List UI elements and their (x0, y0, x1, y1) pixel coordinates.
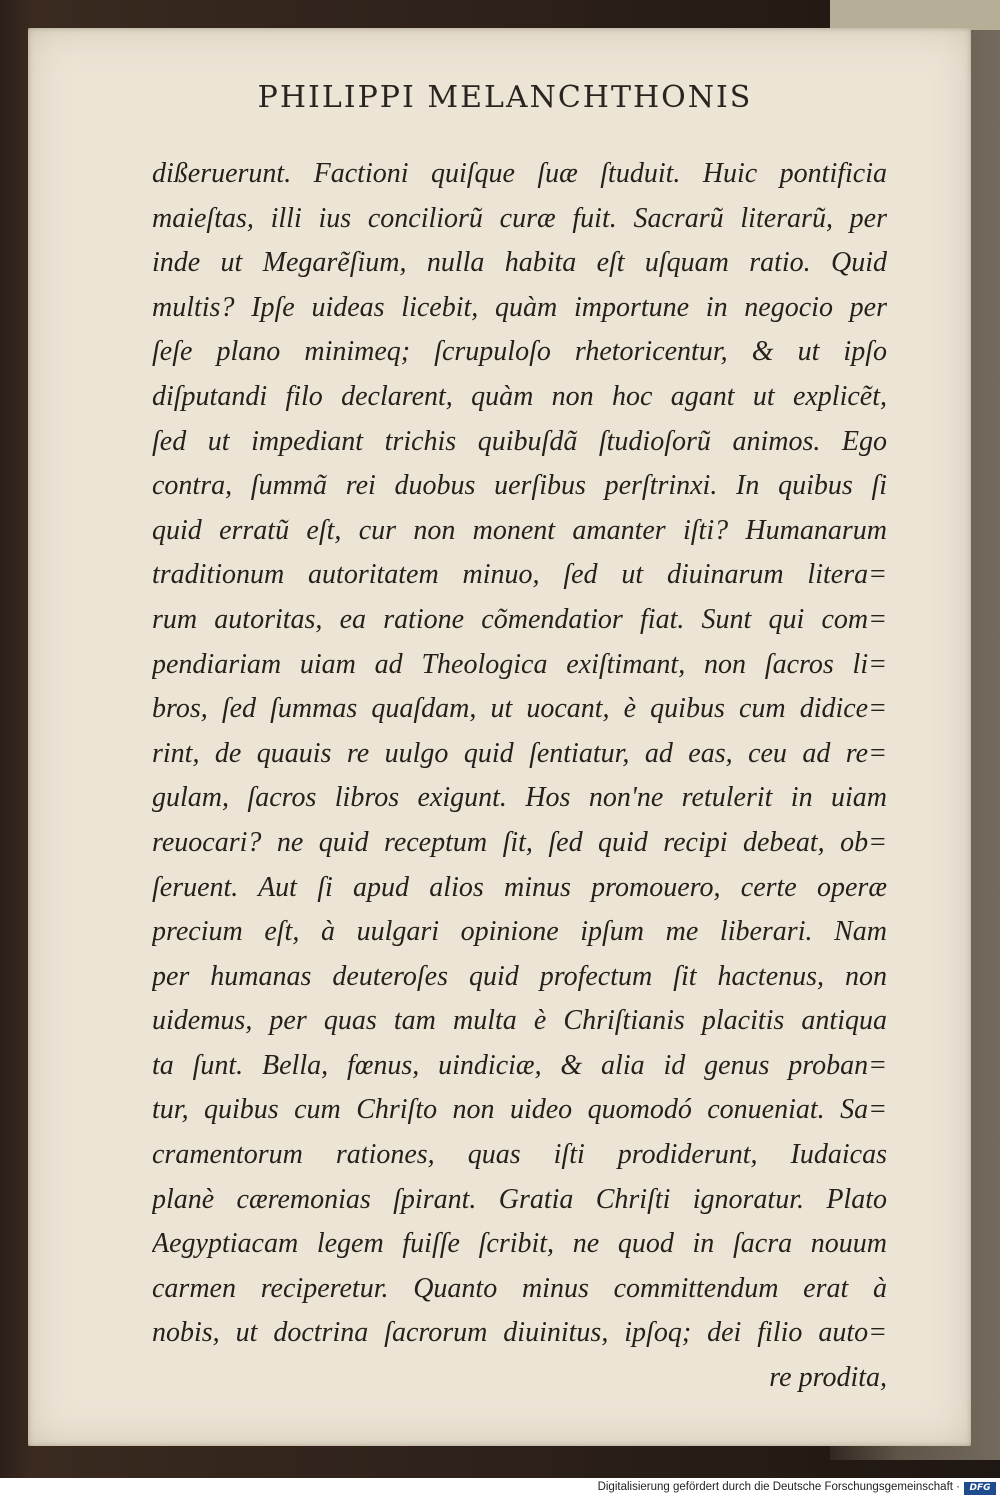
text-line: maieſtas, illi ius conciliorũ curæ fuit. Sacrarũ literarũ, per (152, 202, 887, 234)
text-line: traditionum autoritatem minuo, ſed ut diuinarum litera= (152, 559, 887, 591)
text-line: cramentorum rationes, quas iſti prodiderunt, Iudaicas (152, 1139, 887, 1171)
text-line: inde ut Megarẽſium, nulla habita eſt uſquam ratio. Quid (152, 247, 887, 279)
text-line: ſeſe plano minimeq; ſcrupuloſo rhetoricentur, & ut ipſo (152, 336, 887, 368)
text-line: carmen reciperetur. Quanto minus committendum erat à (152, 1272, 887, 1304)
text-line: re prodita, (769, 1362, 887, 1394)
text-line: bros, ſed ſummas quaſdam, ut uocant, è quibus cum didice= (152, 693, 887, 725)
text-line: ſeruent. Aut ſi apud alios minus promouero, certe operæ (152, 871, 887, 903)
text-line: multis? Ipſe uideas licebit, quàm importune in negocio per (152, 291, 887, 323)
text-line: nobis, ut doctrina ſacrorum diuinitus, ipſoq; dei filio auto= (152, 1317, 887, 1349)
text-line: per humanas deuteroſes quid profectum ſit hactenus, non (152, 960, 887, 992)
text-line: precium eſt, à uulgari opinione ipſum me liberari. Nam (152, 916, 887, 948)
text-line: Aegyptiacam legem fuiſſe ſcribit, ne quod in ſacra nouum (152, 1228, 887, 1260)
text-line: uidemus, per quas tam multa è Chriſtianis placitis antiqua (152, 1005, 887, 1037)
text-line: gulam, ſacros libros exigunt. Hos non'ne retulerit in uiam (152, 782, 887, 814)
funding-notice: Digitalisierung gefördert durch die Deutsche Forschungsgemeinschaft · (597, 1481, 960, 1493)
text-line: contra, ſummã rei duobus uerſibus perſtrinxi. In quibus ſi (152, 470, 887, 502)
text-line: rum autoritas, ea ratione cõmendatior fiat. Sunt qui com= (152, 603, 887, 635)
dfg-logo: DFG (964, 1482, 996, 1495)
body-text (152, 152, 887, 1401)
text-line: dißeruerunt. Factioni quiſque ſuæ ſtuduit. Huic pontificia (152, 158, 887, 189)
text-line: planè cæremonias ſpirant. Gratia Chriſti ignoratur. Plato (152, 1183, 887, 1215)
text-line: tur, quibus cum Chriſto non uideo quomodó conueniat. Sa= (152, 1094, 887, 1126)
footer-bar (0, 1478, 1000, 1500)
text-line: diſputandi filo declarent, quàm non hoc agant ut explicẽt, (152, 380, 887, 412)
running-head: PHILIPPI MELANCHTHONIS (257, 80, 753, 115)
text-line: quid erratũ eſt, cur non monent amanter iſti? Humanarum (152, 514, 887, 546)
text-line: pendiariam uiam ad Theologica exiſtimant, non ſacros li= (152, 648, 887, 680)
book-edge-top (830, 0, 1000, 30)
text-line: ta ſunt. Bella, fœnus, uindiciæ, & alia id genus proban= (152, 1049, 887, 1081)
text-line: rint, de quauis re uulgo quid ſentiatur, ad eas, ceu ad re= (152, 737, 887, 769)
text-line: ſed ut impediant trichis quibuſdã ſtudioſorũ animos. Ego (152, 425, 887, 457)
text-line: reuocari? ne quid receptum ſit, ſed quid recipi debeat, ob= (152, 826, 887, 858)
